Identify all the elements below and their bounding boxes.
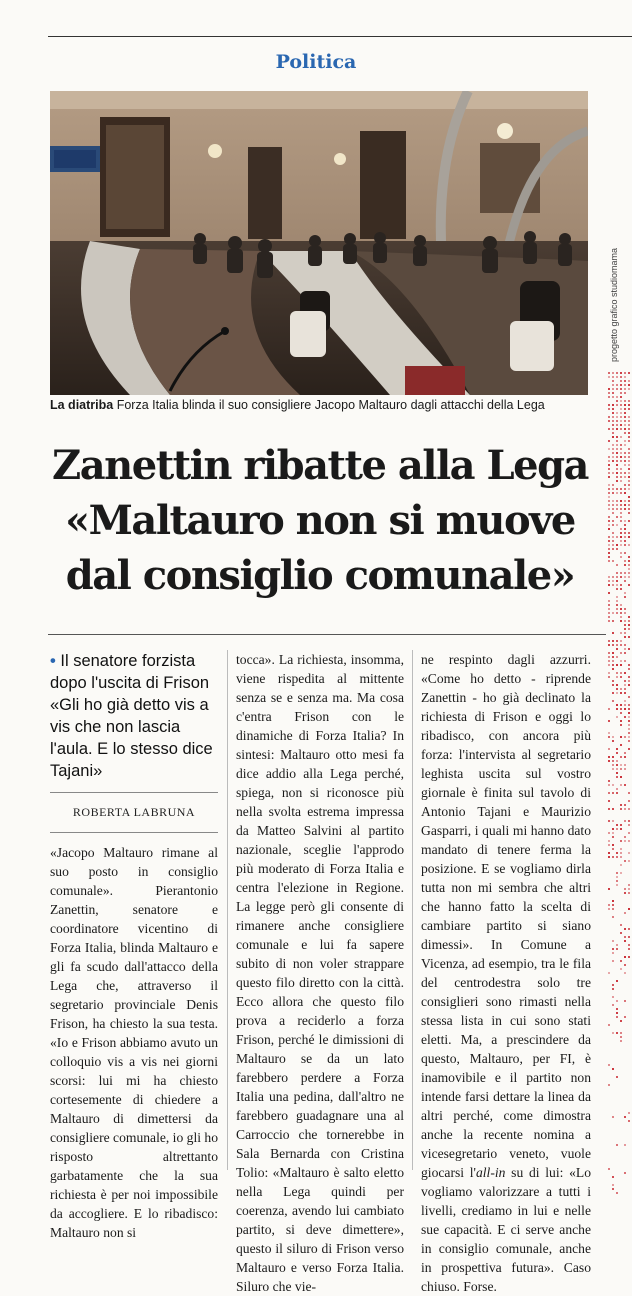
byline-rule bbox=[50, 832, 218, 833]
section-title: Politica bbox=[275, 51, 357, 73]
headline-line-1: Zanettin ribatte alla Lega bbox=[52, 442, 588, 489]
column-2 bbox=[236, 650, 404, 1296]
body-text-col3-emphasis: all-in bbox=[475, 1165, 506, 1180]
graphic-credit: progetto grafico studiomama bbox=[609, 247, 619, 362]
byline-rule bbox=[50, 792, 218, 793]
decorative-dot-pattern bbox=[606, 370, 632, 1200]
article-photo bbox=[50, 91, 588, 395]
summary bbox=[50, 650, 218, 782]
body-text-col2: tocca». La richiesta, insomma, viene rispedita al mittente senza se e senza ma. Ma cosa c'entra Frison con le dinamiche di Forza Italia? In sintesi: Maltauro otto mesi fa dice addio alla Lega perché, spiega, non si riconosce più nella svolta estrema impressa da Matteo Salvini al partito nazionale, sceglie l'approdo più moderato di Forza Italia e centra l'elezione in Regione. La legge però gli consente di rimanere anche consigliere comunale e lui fa sapere subito di non voler strappare questo filo diretto con la città. Ecco allora che questo filo prova a reciderlo a forza Frison, perché le dimissioni di Maltauro se da un lato farebbero perdere a Forza Italia una pedina, dall'altro ne farebbero guadagnare una al Carroccio che tornerebbe in Sala Bernarda con Cristina Tolio: «Maltauro è salto eletto nella Lega quindi per coerenza, avendo lui cambiato partito, si deve dimettere», questo il siluro di Frison verso Maltauro e verso Forza Italia. Siluro che vie- bbox=[236, 652, 404, 1294]
caption-lead: La diatriba bbox=[50, 398, 114, 412]
photo-caption bbox=[50, 398, 590, 412]
headline-line-2: «Maltauro non si muove bbox=[65, 497, 575, 544]
headline-rule bbox=[48, 634, 606, 635]
top-rule bbox=[48, 36, 632, 37]
column-separator bbox=[412, 650, 413, 1170]
body-text-col3-a: ne respinto dagli azzurri. «Come ho detto - riprende Zanettin - ho già declinato la richiesta di Frison e oggi lo ribadisco, con ancora più forza: l'intervista al segretario leghista uscita sul vostro giornale è finita sul tavolo di Antonio Tajani e Maurizio Gasparri, i quali mi hanno dato mandato di tenere ferma la posizione. E se vogliamo dirla tutta non mi sembra che altri che hanno fatto la scelta di cambiare partito si siano dimessi». In Comune a Vicenza, ad esempio, tra le fila del centrodestra solo tre consiglieri sono rimasti nella stessa lista in cui sono stati eletti. Ma, a prescindere da questo, Maltauro, per FI, è inamovibile e il partito non intende farsi dettare la linea da altri perché, come dimostra anche la recente nomina a vicesegretario veneto, vuole giocarsi l' bbox=[421, 652, 591, 1180]
byline: ROBERTA LABRUNA bbox=[72, 805, 196, 819]
column-separator bbox=[227, 650, 228, 1170]
column-1 bbox=[50, 650, 218, 1242]
summary-bullet: • bbox=[50, 652, 56, 670]
summary-text: Il senatore forzista dopo l'uscita di Frison «Gli ho già detto vis a vis che non lascia l'aula. E lo stesso dice Tajani» bbox=[50, 652, 213, 780]
headline-line-3: dal consiglio comunale» bbox=[65, 552, 575, 599]
body-text-col3-b: su di lui: «Lo vogliamo valorizzare a tutti i livelli, crediamo in lui e nelle sue capacità. E ci serve anche in consiglio comunale, anche in prospettiva futura». Caso chiuso. Forse. bbox=[421, 1165, 592, 1294]
column-3 bbox=[421, 650, 591, 1296]
body-text-col1: «Jacopo Maltauro rimane al suo posto in consiglio comunale». Pierantonio Zanettin, senatore e coordinatore vicentino di Forza Italia, blinda Maltauro e gli fa scudo dall'attacco della Lega che, attraverso il segretario provinciale Denis Frison, ha chiesto la sua testa. «Io e Frison abbiamo avuto un colloquio vis a vis nei giorni scorsi: lui mi ha chiesto cortesemente di chiedere a Maltauro di dimettersi da consigliere comunale, io gli ho risposto altrettanto garbatamente che la sua richiesta è per noi impossibile da accogliere. E lo ribadisco: Maltauro non si bbox=[50, 845, 218, 1240]
headline bbox=[50, 438, 590, 603]
caption-text: Forza Italia blinda il suo consigliere Jacopo Maltauro dagli attacchi della Lega bbox=[113, 398, 545, 412]
